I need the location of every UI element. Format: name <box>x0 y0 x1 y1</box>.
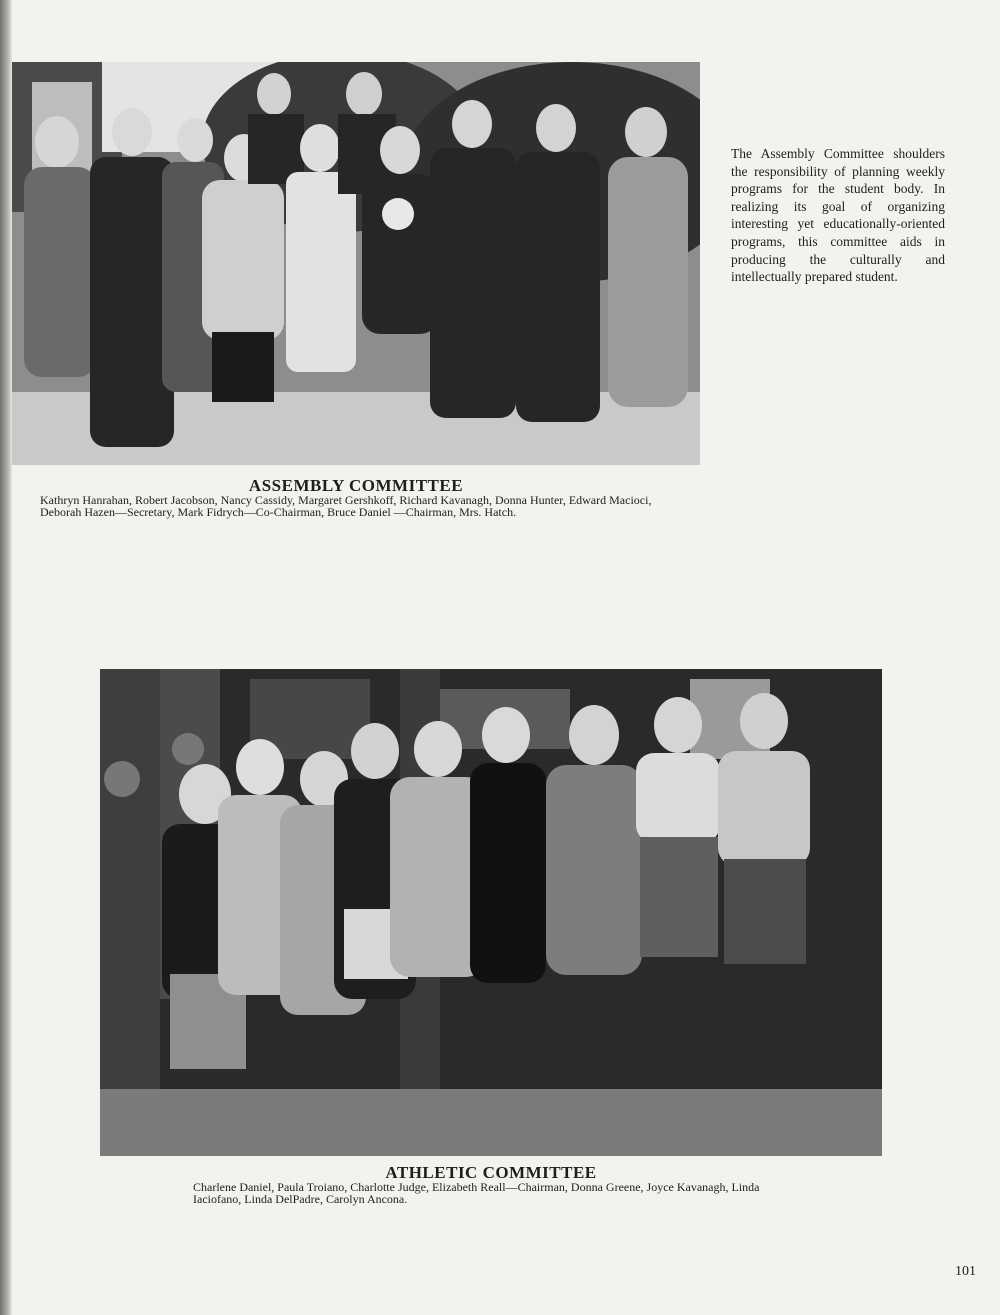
page-number: 101 <box>955 1264 976 1279</box>
athletic-committee-photo <box>100 669 882 1156</box>
assembly-committee-title: ASSEMBLY COMMITTEE <box>248 476 464 495</box>
assembly-committee-description: The Assembly Committee shoulders the responsibility of planning weekly programs for the student body. In realizing its goal of organizing interesting yet educationally-oriented programs, this committee aids in producing the culturally and intellectually prepared student. <box>731 146 945 285</box>
assembly-committee-names: Kathryn Hanrahan, Robert Jacobson, Nancy Cassidy, Margaret Gershkoff, Richard Kavanagh, Donna Hunter, Edward Macioci, Deborah Hazen—Secretary, Mark Fidrych—Co-Chairman, Bruce Daniel —Chairman, Mrs. Hatch. <box>40 493 652 519</box>
assembly-committee-photo <box>12 62 700 465</box>
athletic-committee-names: Charlene Daniel, Paula Troiano, Charlotte Judge, Elizabeth Reall—Chairman, Donna Greene, Joyce Kavanagh, Linda Iaciofano, Linda DelPadre, Carolyn Ancona. <box>193 1180 760 1206</box>
page-binding-edge <box>0 0 12 1315</box>
athletic-committee-title: ATHLETIC COMMITTEE <box>385 1163 597 1182</box>
